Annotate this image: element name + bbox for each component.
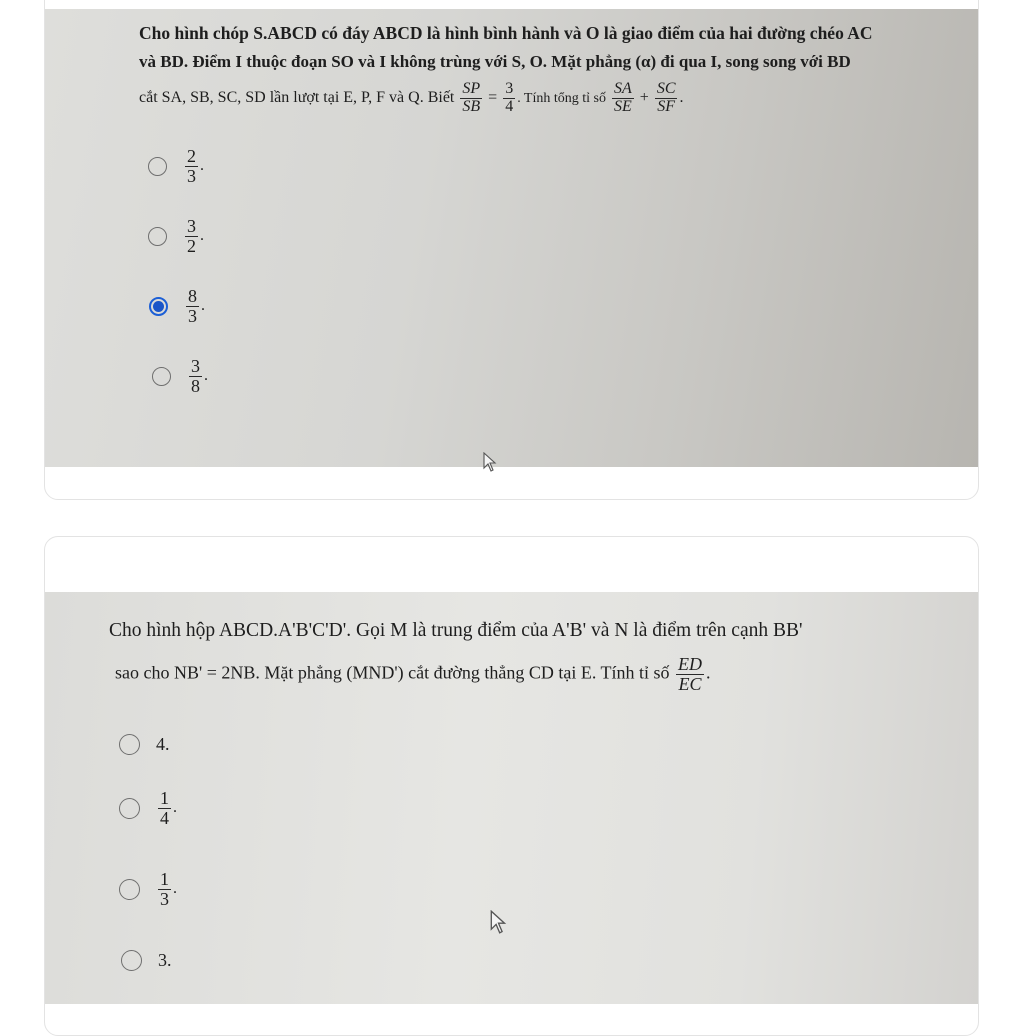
option-num: 1 bbox=[160, 869, 169, 889]
fraction-sc-num: SC bbox=[656, 80, 676, 97]
fraction-sp-num: SP bbox=[462, 80, 481, 97]
option-q2-c-label bbox=[158, 870, 171, 909]
fraction-given-den: 4 bbox=[505, 97, 514, 115]
radio-button[interactable] bbox=[119, 734, 140, 755]
question-2-line-1: Cho hình hộp ABCD.A'B'C'D'. Gọi M là trung điểm của A'B' và N là điểm trên cạnh BB' bbox=[109, 620, 803, 641]
question-1-line-1: Cho hình chóp S.ABCD có đáy ABCD là hình bình hành và O là giao điểm của hai đường chéo AC bbox=[139, 23, 873, 43]
plus-sign: + bbox=[639, 88, 649, 106]
option-den: 2 bbox=[187, 235, 196, 256]
option-q1-d-label bbox=[189, 357, 202, 396]
mouse-cursor-icon bbox=[483, 452, 497, 472]
question-1-period: . bbox=[679, 88, 684, 106]
radio-button[interactable] bbox=[119, 879, 140, 900]
fraction-sa-num: SA bbox=[614, 80, 632, 97]
fraction-sa-se bbox=[612, 81, 634, 116]
radio-dot bbox=[153, 301, 164, 312]
option-q1-b-label bbox=[185, 217, 198, 256]
fraction-sc-den: SF bbox=[655, 98, 678, 116]
option-q2-a[interactable] bbox=[119, 734, 170, 755]
question-1-line-3-mid: . Tính tổng tỉ số bbox=[517, 90, 606, 106]
fraction-given bbox=[503, 81, 515, 116]
option-den: 3 bbox=[160, 888, 169, 909]
question-2-period: . bbox=[706, 662, 711, 683]
option-period: . bbox=[201, 297, 205, 315]
option-period: . bbox=[173, 799, 177, 817]
option-period: . bbox=[204, 367, 208, 385]
radio-button-selected[interactable] bbox=[149, 297, 168, 316]
option-q1-a-label bbox=[185, 147, 198, 186]
option-q2-b-label bbox=[158, 789, 171, 828]
option-num: 3 bbox=[191, 356, 200, 376]
option-q1-b[interactable] bbox=[148, 217, 204, 256]
fraction-sc-sf bbox=[655, 81, 678, 116]
option-num: 2 bbox=[187, 146, 196, 166]
radio-button[interactable] bbox=[121, 950, 142, 971]
option-q2-b[interactable] bbox=[119, 789, 177, 828]
option-den: 3 bbox=[188, 305, 197, 326]
option-den: 4 bbox=[160, 807, 169, 828]
fraction-given-num: 3 bbox=[505, 80, 514, 97]
radio-button[interactable] bbox=[152, 367, 171, 386]
question-1-line-2: và BD. Điểm I thuộc đoạn SO và I không trùng với S, O. Mặt phẳng (α) đi qua I, song song với BD bbox=[139, 52, 851, 71]
option-num: 1 bbox=[160, 788, 169, 808]
fraction-ec-den: EC bbox=[676, 674, 704, 694]
question-2-line-2 bbox=[115, 655, 711, 694]
question-1-line-3 bbox=[139, 81, 683, 116]
option-num: 8 bbox=[188, 286, 197, 306]
question-2-line-2-text: sao cho NB' = 2NB. Mặt phẳng (MND') cắt đường thẳng CD tại E. Tính tỉ số bbox=[115, 662, 670, 683]
question-card-2 bbox=[44, 536, 979, 1036]
option-q2-d[interactable] bbox=[121, 950, 172, 971]
radio-button[interactable] bbox=[148, 157, 167, 176]
option-num: 3 bbox=[187, 216, 196, 236]
option-q1-a[interactable] bbox=[148, 147, 204, 186]
option-q1-c-selected[interactable] bbox=[149, 287, 205, 326]
option-period: . bbox=[200, 157, 204, 175]
equals-sign: = bbox=[488, 88, 498, 106]
option-period: . bbox=[200, 227, 204, 245]
fraction-sp-den: SB bbox=[462, 97, 481, 115]
option-den: 3 bbox=[187, 165, 196, 186]
option-q2-a-label: 4. bbox=[156, 734, 170, 754]
option-q2-c[interactable] bbox=[119, 870, 177, 909]
option-q1-d[interactable] bbox=[152, 357, 208, 396]
option-q1-c-label bbox=[186, 287, 199, 326]
fraction-ed-ec bbox=[676, 655, 704, 694]
option-den: 8 bbox=[191, 375, 200, 396]
mouse-cursor-icon bbox=[490, 910, 507, 934]
question-2-photo bbox=[45, 592, 978, 1004]
radio-button[interactable] bbox=[148, 227, 167, 246]
question-1-line-3-text: cắt SA, SB, SC, SD lần lượt tại E, P, F và Q. Biết bbox=[139, 88, 455, 106]
question-card-1 bbox=[44, 0, 979, 500]
option-period: . bbox=[173, 880, 177, 898]
radio-button[interactable] bbox=[119, 798, 140, 819]
option-q2-d-label: 3. bbox=[158, 950, 172, 970]
fraction-sa-den: SE bbox=[614, 97, 632, 115]
fraction-ed-num: ED bbox=[678, 654, 703, 674]
fraction-sp-sb bbox=[460, 81, 482, 116]
